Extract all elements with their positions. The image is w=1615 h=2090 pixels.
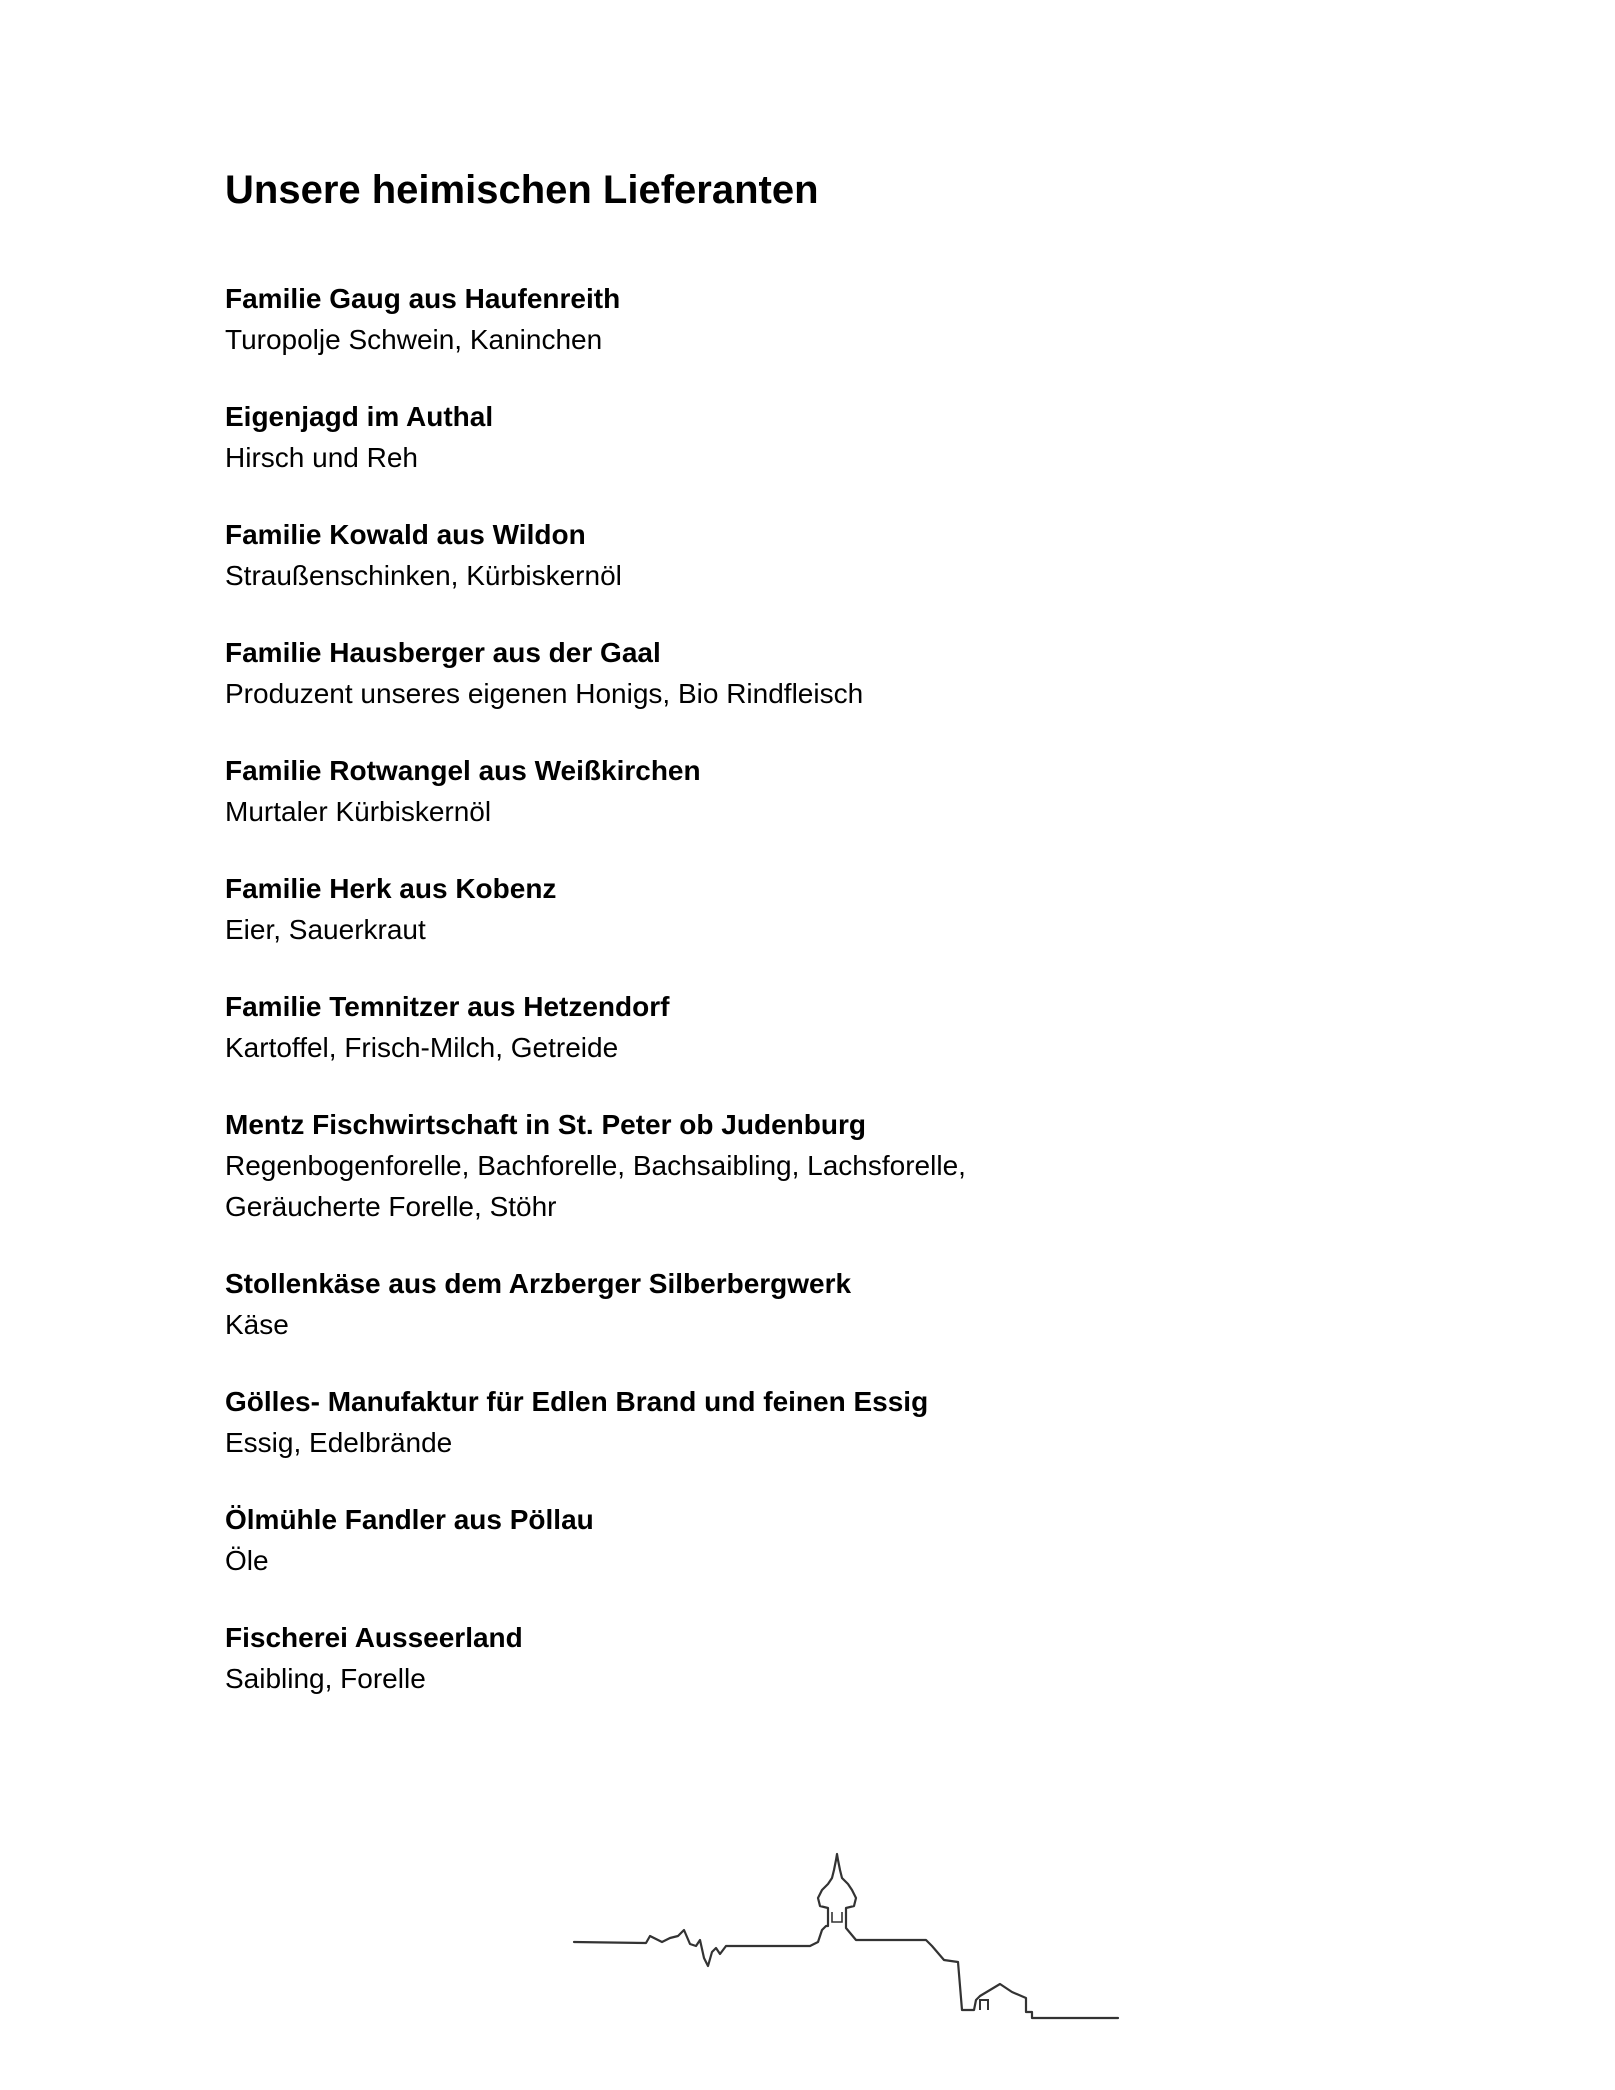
supplier-name: Gölles- Manufaktur für Edlen Brand und feinen Essig — [225, 1386, 929, 1417]
supplier-products: Hirsch und Reh — [225, 442, 418, 473]
supplier-products: Produzent unseres eigenen Honigs, Bio Rindfleisch — [225, 678, 864, 709]
supplier-products: Murtaler Kürbiskernöl — [225, 796, 492, 827]
supplier-products: Regenbogenforelle, Bachforelle, Bachsaibling, Lachsforelle, Geräucherte Forelle, Stöhr — [225, 1150, 966, 1222]
supplier-name: Ölmühle Fandler aus Pöllau — [225, 1504, 594, 1535]
supplier-products: Öle — [225, 1545, 269, 1576]
page-title: Unsere heimischen Lieferanten — [225, 168, 819, 212]
supplier-products: Essig, Edelbrände — [225, 1427, 453, 1458]
church-tower-window — [832, 1912, 842, 1922]
supplier-name: Stollenkäse aus dem Arzberger Silberbergwerk — [225, 1268, 852, 1299]
supplier-entry — [225, 632, 1405, 714]
supplier-products: Käse — [225, 1309, 289, 1340]
supplier-products: Turopolje Schwein, Kaninchen — [225, 324, 603, 355]
supplier-name: Familie Hausberger aus der Gaal — [225, 637, 661, 668]
supplier-name: Eigenjagd im Authal — [225, 401, 494, 432]
skyline-outline — [574, 1854, 1118, 2018]
supplier-entry — [225, 1617, 1405, 1699]
supplier-name: Familie Temnitzer aus Hetzendorf — [225, 991, 670, 1022]
supplier-entry — [225, 1381, 1405, 1463]
supplier-products: Eier, Sauerkraut — [225, 914, 426, 945]
supplier-entry — [225, 750, 1405, 832]
supplier-name: Familie Gaug aus Haufenreith — [225, 283, 621, 314]
supplier-name: Familie Herk aus Kobenz — [225, 873, 557, 904]
supplier-entry — [225, 986, 1405, 1068]
supplier-name: Familie Rotwangel aus Weißkirchen — [225, 755, 701, 786]
supplier-products: Straußenschinken, Kürbiskernöl — [225, 560, 622, 591]
town-skyline-church-icon — [570, 1850, 1130, 2030]
supplier-entry — [225, 1499, 1405, 1581]
supplier-name: Fischerei Ausseerland — [225, 1622, 523, 1653]
supplier-entry — [225, 514, 1405, 596]
supplier-name: Mentz Fischwirtschaft in St. Peter ob Judenburg — [225, 1109, 866, 1140]
supplier-products: Saibling, Forelle — [225, 1663, 426, 1694]
supplier-list — [225, 278, 1405, 1735]
supplier-products: Kartoffel, Frisch-Milch, Getreide — [225, 1032, 619, 1063]
supplier-entry — [225, 868, 1405, 950]
skyline-house-door — [980, 2000, 988, 2010]
supplier-entry — [225, 278, 1405, 360]
supplier-entry — [225, 1104, 1405, 1227]
supplier-entry — [225, 1263, 1405, 1345]
supplier-entry — [225, 396, 1405, 478]
supplier-name: Familie Kowald aus Wildon — [225, 519, 586, 550]
